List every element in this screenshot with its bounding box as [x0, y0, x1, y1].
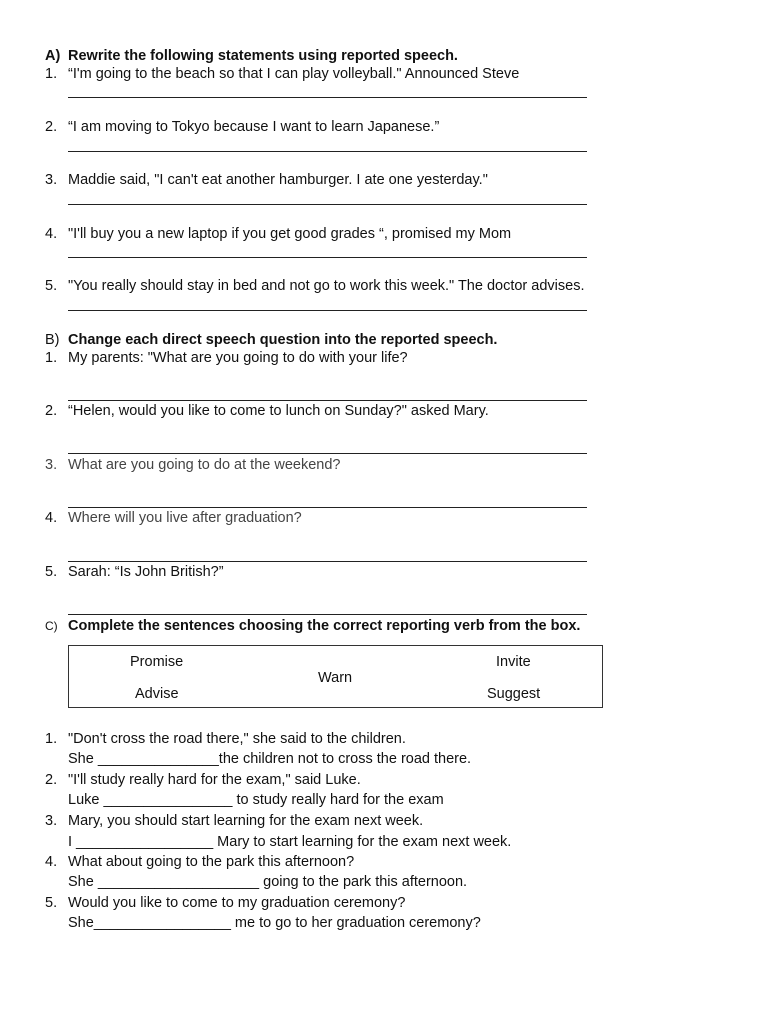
section-a-item-3-number: 3. [45, 172, 58, 188]
section-a-item-5-answer-line[interactable] [68, 310, 587, 311]
section-a-item-1-answer-line[interactable] [68, 97, 587, 98]
section-b-item-1-number: 1. [45, 350, 58, 366]
section-b-item-4-text: Where will you live after graduation? [68, 510, 302, 526]
section-a-item-4-answer-line[interactable] [68, 257, 587, 258]
section-b-item-2-answer-line[interactable] [68, 453, 587, 454]
section-c-item-4-prompt: What about going to the park this afternoon? [68, 854, 355, 870]
section-c-item-3-prompt: Mary, you should start learning for the exam next week. [68, 813, 424, 829]
section-c-item-2-prompt: "I'll study really hard for the exam," said Luke. [68, 772, 361, 788]
section-c-marker: C) [45, 619, 58, 633]
section-b-item-1-text: My parents: "What are you going to do with your life? [68, 350, 408, 366]
section-c-item-1-number: 1. [45, 731, 58, 747]
section-c-item-5-prompt: Would you like to come to my graduation ceremony? [68, 895, 406, 911]
section-a-item-2-answer-line[interactable] [68, 151, 587, 152]
section-c-item-1-prompt: "Don't cross the road there," she said to the children. [68, 731, 406, 747]
section-c-item-4-number: 4. [45, 854, 58, 870]
section-a-item-5-number: 5. [45, 278, 58, 294]
section-b-item-1-answer-line[interactable] [68, 400, 587, 401]
section-b-item-3-text: What are you going to do at the weekend? [68, 457, 341, 473]
section-b-item-2-number: 2. [45, 403, 58, 419]
section-c-item-3-answer[interactable]: I _________________ Mary to start learning for the exam next week. [68, 834, 512, 850]
section-b-item-5-answer-line[interactable] [68, 614, 587, 615]
section-c-heading: Complete the sentences choosing the correct reporting verb from the box. [68, 618, 581, 634]
verb-warn: Warn [318, 670, 353, 686]
section-b-item-4-answer-line[interactable] [68, 561, 587, 562]
section-a-item-2-text: “I am moving to Tokyo because I want to learn Japanese.” [68, 119, 440, 135]
section-a-item-2-number: 2. [45, 119, 58, 135]
section-a-item-1-text: “I'm going to the beach so that I can play volleyball." Announced Steve [68, 66, 520, 82]
section-c-item-5-answer[interactable]: She_________________ me to go to her graduation ceremony? [68, 915, 481, 931]
section-c-item-2-number: 2. [45, 772, 58, 788]
verb-advise: Advise [135, 686, 179, 702]
section-c-item-3-number: 3. [45, 813, 58, 829]
section-b-item-5-text: Sarah: “Is John British?” [68, 564, 224, 580]
verb-suggest: Suggest [487, 686, 541, 702]
verb-promise: Promise [130, 654, 184, 670]
section-c-item-2-answer[interactable]: Luke ________________ to study really hard for the exam [68, 792, 444, 808]
section-b-item-2-text: “Helen, would you like to come to lunch on Sunday?" asked Mary. [68, 403, 489, 419]
section-b-item-3-number: 3. [45, 457, 58, 473]
section-a-item-1-number: 1. [45, 66, 58, 82]
section-a-item-4-text: "I'll buy you a new laptop if you get good grades “, promised my Mom [68, 226, 512, 242]
verb-invite: Invite [496, 654, 531, 670]
section-c-item-5-number: 5. [45, 895, 58, 911]
section-b-heading: Change each direct speech question into the reported speech. [68, 332, 498, 348]
section-a-item-5-text: "You really should stay in bed and not go to work this week." The doctor advises. [68, 278, 585, 294]
section-a-item-3-answer-line[interactable] [68, 204, 587, 205]
section-b-marker: B) [45, 332, 60, 348]
section-c-item-4-answer[interactable]: She ____________________ going to the park this afternoon. [68, 874, 468, 890]
section-a-heading: Rewrite the following statements using reported speech. [68, 48, 458, 64]
section-a-item-3-text: Maddie said, "I can't eat another hamburger. I ate one yesterday." [68, 172, 488, 188]
section-b-item-4-number: 4. [45, 510, 58, 526]
section-c-item-1-answer[interactable]: She _______________the children not to cross the road there. [68, 751, 472, 767]
section-b-item-5-number: 5. [45, 564, 58, 580]
section-b-item-3-answer-line[interactable] [68, 507, 587, 508]
section-a-item-4-number: 4. [45, 226, 58, 242]
section-a-marker: A) [45, 48, 61, 64]
reporting-verb-box [68, 645, 603, 708]
